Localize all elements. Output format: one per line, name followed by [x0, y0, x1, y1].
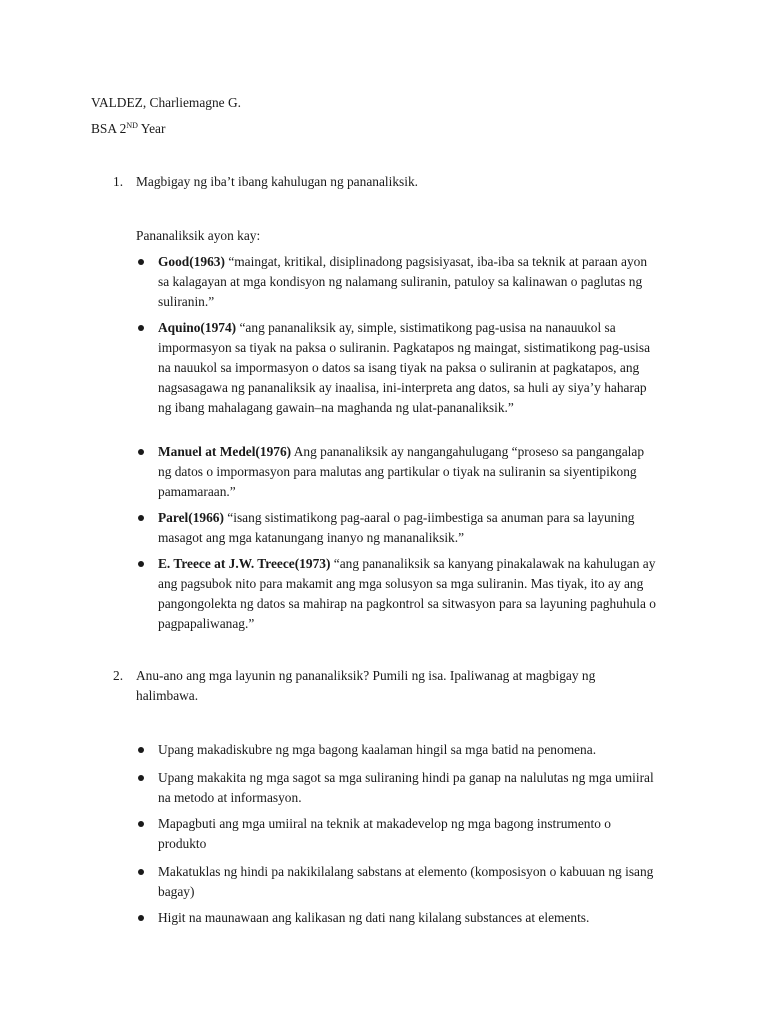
- list-item: [158, 554, 658, 634]
- list-item: [158, 908, 658, 928]
- question-text: Magbigay ng iba’t ibang kahulugan ng pananaliksik.: [136, 174, 419, 189]
- author-name: Aquino(1974): [158, 320, 237, 335]
- objective-text: Higit na maunawaan ang kalikasan ng dati nang kilalang substances at elements.: [158, 910, 590, 925]
- author-name: Parel(1966): [158, 510, 224, 525]
- list-item: [158, 318, 658, 418]
- definition-text: “maingat, kritikal, disiplinadong pagsisiyasat, iba-iba sa teknik at paraan ayon sa kalagayan at mga kondisyon ng nalamang suliranin, patuloy sa kalinawan o paglutas ng suliranin.”: [158, 254, 648, 309]
- course-ordinal: ND: [126, 121, 138, 130]
- bullet-icon: [138, 747, 144, 753]
- course-year: [91, 119, 165, 139]
- list-item: [158, 768, 658, 808]
- list-item: [158, 252, 658, 312]
- author-name: Manuel at Medel(1976): [158, 444, 292, 459]
- objective-text: Mapagbuti ang mga umiiral na teknik at makadevelop ng mga bagong instrumento o produkto: [158, 816, 611, 851]
- course-label: BSA 2: [91, 121, 127, 136]
- list-item: [158, 862, 658, 902]
- list-item: [158, 442, 658, 502]
- student-name: VALDEZ, Charliemagne G.: [91, 95, 241, 110]
- bullet-icon: [138, 561, 144, 567]
- author-name: Good(1963): [158, 254, 225, 269]
- bullet-icon: [138, 775, 144, 781]
- question-text: Anu-ano ang mga layunin ng pananaliksik? Pumili ng isa. Ipaliwanag at magbigay ng halimbawa.: [136, 668, 596, 703]
- list-item: [158, 814, 658, 854]
- definition-text: “isang sistimatikong pag-aaral o pag-iimbestiga sa anuman para sa layuning masagot ang mga katanungang inanyo ng mananaliksik.”: [158, 510, 635, 545]
- bullet-icon: [138, 915, 144, 921]
- objective-text: Upang makakita ng mga sagot sa mga suliraning hindi pa ganap na nalulutas ng mga umiiral na metodo at informasyon.: [158, 770, 654, 805]
- question-number: 2.: [113, 668, 124, 683]
- list-item: [158, 740, 658, 760]
- bullet-icon: [138, 259, 144, 265]
- year-label: Year: [137, 121, 166, 136]
- bullet-icon: [138, 325, 144, 331]
- definitions-intro: Pananaliksik ayon kay:: [136, 228, 261, 243]
- author-name: E. Treece at J.W. Treece(1973): [158, 556, 331, 571]
- objective-text: Upang makadiskubre ng mga bagong kaalaman hingil sa mga batid na penomena.: [158, 742, 597, 757]
- definition-text: “ang pananaliksik ay, simple, sistimatikong pag-usisa na nanauukol sa impormasyon sa tiyak na paksa o suliranin. Pagkatapos ng maingat, sistimatikong pag-usisa na nauukol sa impormasyon o datos sa isang tiyak na paksa o suliranin at pagkatapos, ang nagsasagawa ng pananaliksik ay inaalisa, ini-interpreta ang datos, sa huli ay siya’y haharap ng ibang mahalagang gawain–na maghanda ng ulat-pananaliksik.”: [158, 320, 651, 415]
- list-item: [158, 508, 658, 548]
- bullet-icon: [138, 821, 144, 827]
- question-2: [113, 666, 653, 706]
- question-1: [113, 172, 653, 192]
- bullet-icon: [138, 449, 144, 455]
- bullet-icon: [138, 869, 144, 875]
- definition-text: Ang pananaliksik ay nangangahulugang “proseso sa pangangalap ng datos o impormasyon para malutas ang partikular o tiyak na suliranin sa siyentipikong pamamaraan.”: [158, 444, 645, 499]
- definition-text: “ang pananaliksik sa kanyang pinakalawak na kahulugan ay ang pagsubok nito para makamit ang mga solusyon sa mga suliranin. Mas tiyak, ito ay ang pangongolekta ng datos sa mahirap na pagkontrol sa sitwasyon para sa layuning paghuhula o pagpapaliwanag.”: [158, 556, 656, 631]
- objective-text: Makatuklas ng hindi pa nakikilalang sabstans at elemento (komposisyon o kabuuan ng isang bagay): [158, 864, 654, 899]
- bullet-icon: [138, 515, 144, 521]
- question-number: 1.: [113, 174, 124, 189]
